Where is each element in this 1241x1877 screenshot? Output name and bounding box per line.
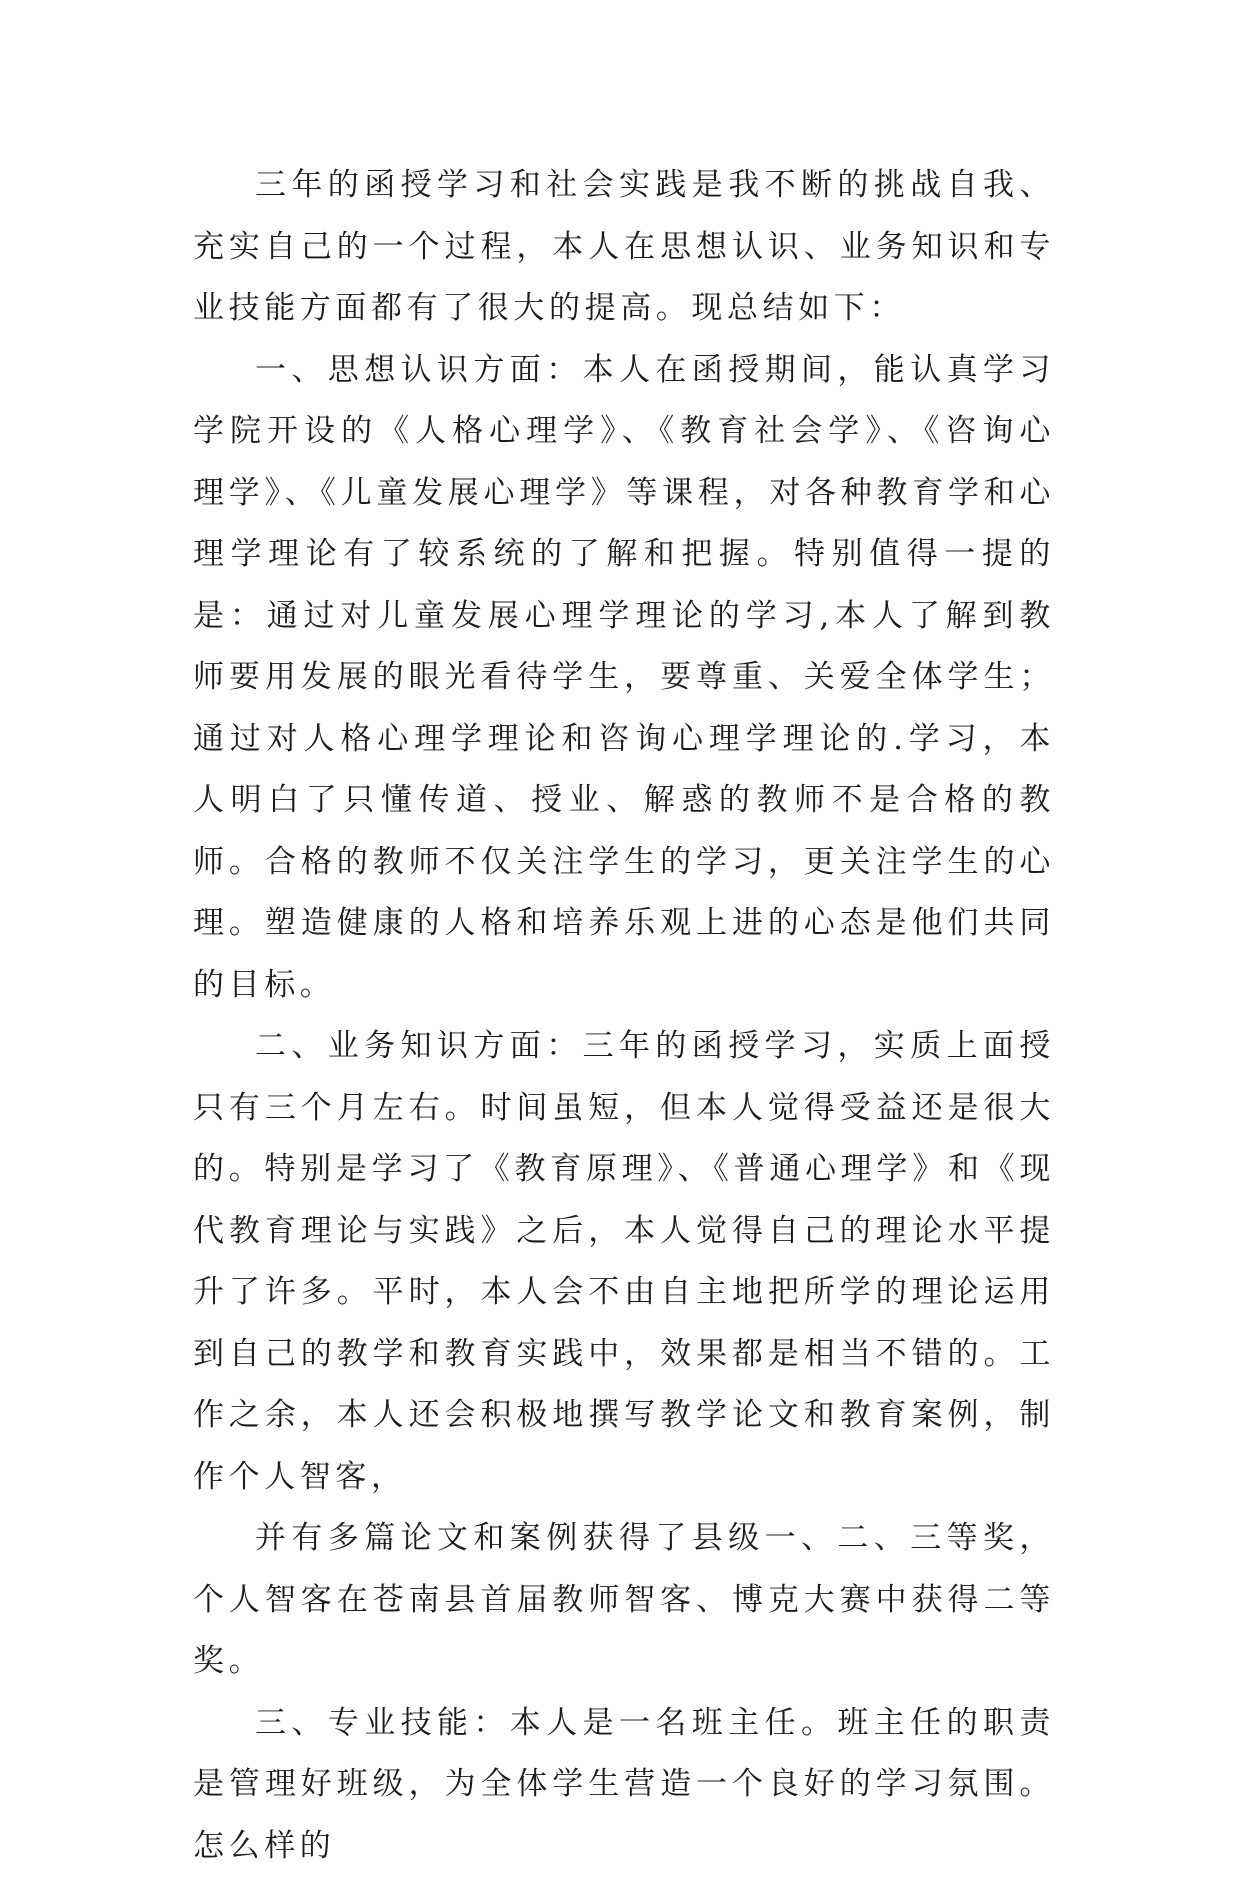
- paragraph-awards: 并有多篇论文和案例获得了县级一、二、三等奖，个人智客在苍南县首届教师智客、博克大赛中获得二等奖。: [193, 1508, 1055, 1693]
- document-body: [193, 155, 1055, 1877]
- paragraph-professional-skills: 三、专业技能：本人是一名班主任。班主任的职责是管理好班级，为全体学生营造一个良好的学习氛围。怎么样的: [193, 1693, 1055, 1877]
- paragraph-ideology: 一、思想认识方面：本人在函授期间，能认真学习学院开设的《人格心理学》、《教育社会学》、《咨询心理学》、《儿童发展心理学》等课程，对各种教育学和心理学理论有了较系统的了解和把握。特别值得一提的是：通过对儿童发展心理学理论的学习,本人了解到教师要用发展的眼光看待学生，要尊重、关爱全体学生；通过对人格心理学理论和咨询心理学理论的.学习，本人明白了只懂传道、授业、解惑的教师不是合格的教师。合格的教师不仅关注学生的学习，更关注学生的心理。塑造健康的人格和培养乐观上进的心态是他们共同的目标。: [193, 340, 1055, 1017]
- paragraph-intro: 三年的函授学习和社会实践是我不断的挑战自我、充实自己的一个过程，本人在思想认识、业务知识和专业技能方面都有了很大的提高。现总结如下：: [193, 155, 1055, 340]
- paragraph-business-knowledge: 二、业务知识方面：三年的函授学习，实质上面授只有三个月左右。时间虽短，但本人觉得受益还是很大的。特别是学习了《教育原理》、《普通心理学》和《现代教育理论与实践》之后，本人觉得自己的理论水平提升了许多。平时，本人会不由自主地把所学的理论运用到自己的教学和教育实践中，效果都是相当不错的。工作之余，本人还会积极地撰写教学论文和教育案例，制作个人智客，: [193, 1016, 1055, 1508]
